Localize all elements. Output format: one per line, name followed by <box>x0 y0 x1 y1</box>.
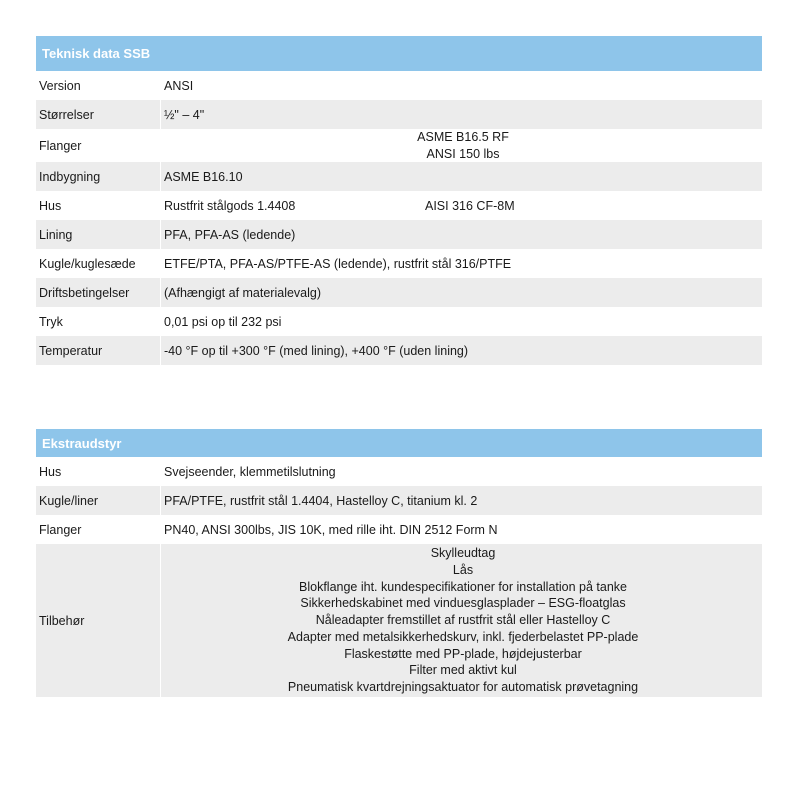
row-value-line: ASME B16.5 RF <box>417 129 509 144</box>
row-value: PFA/PTFE, rustfrit stål 1.4404, Hastelloy C, titanium kl. 2 <box>164 493 478 508</box>
accessory-item: Nåleadapter fremstillet af rustfrit stål eller Hastelloy C <box>315 613 611 628</box>
technical-data-table <box>36 36 762 365</box>
table-row <box>36 515 762 544</box>
row-value <box>161 191 762 220</box>
accessory-item: Blokflange iht. kundespecifikationer for installation på tanke <box>299 579 627 594</box>
row-value-secondary: AISI 316 CF-8M <box>425 198 515 213</box>
row-label: Tilbehør <box>36 544 161 697</box>
table-row <box>36 544 762 697</box>
row-value: PN40, ANSI 300lbs, JIS 10K, med rille iht. DIN 2512 Form N <box>164 522 498 537</box>
row-value: (Afhængigt af materialevalg) <box>164 285 322 300</box>
table-row <box>36 162 762 191</box>
row-value: 0,01 psi op til 232 psi <box>164 314 282 329</box>
table-row <box>36 307 762 336</box>
row-label: Version <box>36 71 161 100</box>
row-value-line: ANSI 150 lbs <box>426 146 500 161</box>
row-value: ASME B16.10 <box>164 169 243 184</box>
table-row <box>36 457 762 486</box>
accessory-item: Sikkerhedskabinet med vinduesglasplader – ESG-floatglas <box>300 596 626 611</box>
accessory-item: Pneumatisk kvartdrejningsaktuator for automatisk prøvetagning <box>287 680 639 695</box>
row-value: ½" – 4" <box>164 107 205 122</box>
table-row <box>36 336 762 365</box>
accessory-item: Skylleudtag <box>430 545 496 560</box>
row-label: Lining <box>36 220 161 249</box>
row-value: Svejseender, klemmetilslutning <box>164 464 336 479</box>
table-row <box>36 486 762 515</box>
row-label: Størrelser <box>36 100 161 129</box>
row-label: Flanger <box>36 515 161 544</box>
row-value <box>161 544 762 697</box>
row-label: Tryk <box>36 307 161 336</box>
row-value: -40 °F op til +300 °F (med lining), +400 °F (uden lining) <box>164 343 469 358</box>
accessory-item: Flaskestøtte med PP-plade, højdejusterbar <box>344 646 582 661</box>
table-row <box>36 129 762 162</box>
row-value: ANSI <box>164 78 194 93</box>
accessory-item: Filter med aktivt kul <box>409 663 517 678</box>
row-label: Driftsbetingelser <box>36 278 161 307</box>
extras-title: Ekstraudstyr <box>36 429 762 457</box>
table-row <box>36 100 762 129</box>
table-row <box>36 249 762 278</box>
row-value-primary: Rustfrit stålgods 1.4408 <box>164 198 296 213</box>
extras-table <box>36 429 762 697</box>
table-row <box>36 191 762 220</box>
table-row <box>36 220 762 249</box>
row-value: ETFE/PTA, PFA-AS/PTFE-AS (ledende), rustfrit stål 316/PTFE <box>164 256 512 271</box>
row-label: Hus <box>36 191 161 220</box>
row-label: Kugle/kuglesæde <box>36 249 161 278</box>
row-label: Temperatur <box>36 336 161 365</box>
table-row <box>36 278 762 307</box>
row-value <box>161 129 762 162</box>
row-label: Flanger <box>36 129 161 162</box>
row-label: Hus <box>36 457 161 486</box>
technical-data-title: Teknisk data SSB <box>36 36 762 71</box>
row-label: Indbygning <box>36 162 161 191</box>
row-label: Kugle/liner <box>36 486 161 515</box>
table-row <box>36 71 762 100</box>
accessory-item: Lås <box>452 562 474 577</box>
row-value: PFA, PFA-AS (ledende) <box>164 227 296 242</box>
accessory-item: Adapter med metalsikkerhedskurv, inkl. fjederbelastet PP-plade <box>287 629 639 644</box>
